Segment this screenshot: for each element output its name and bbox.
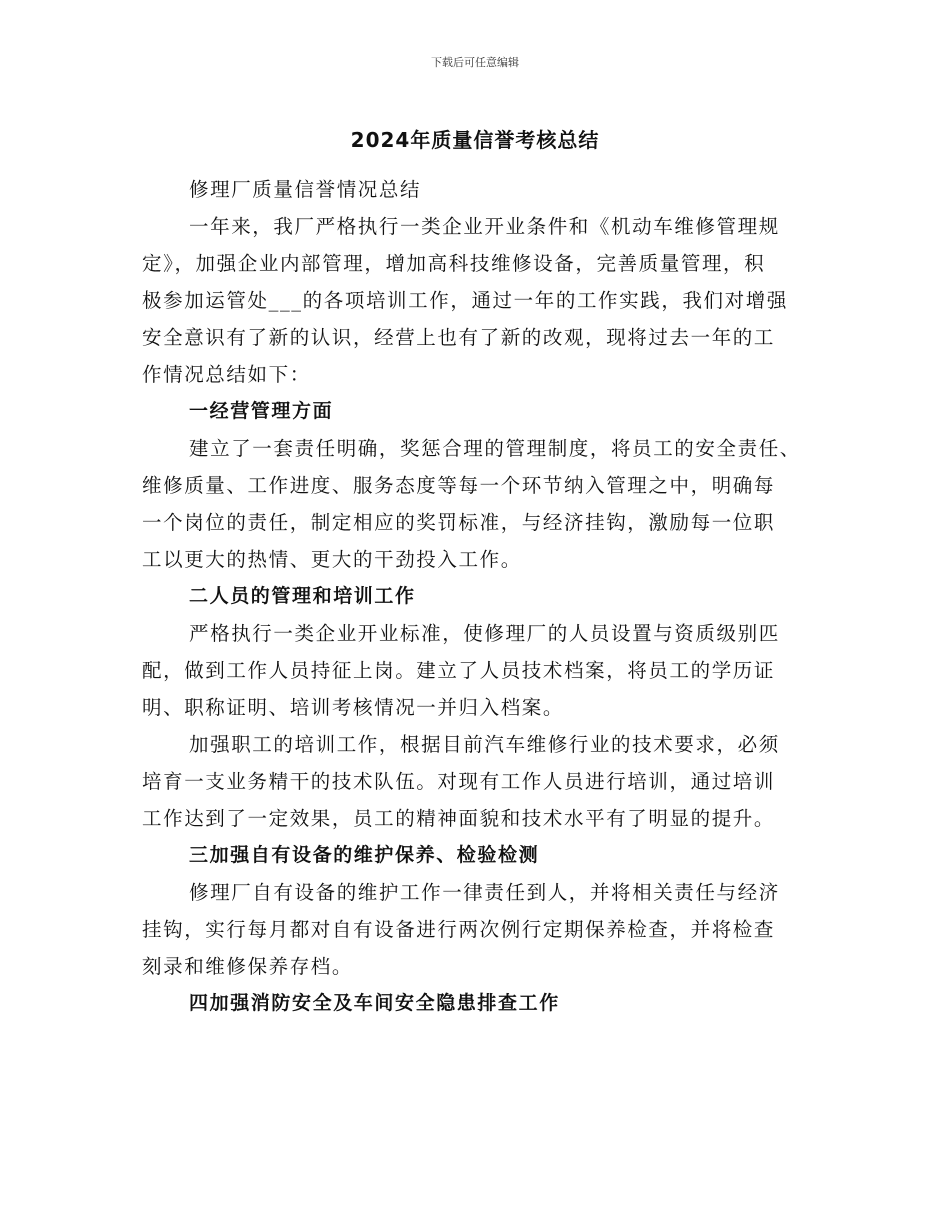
paragraph-line: 一个岗位的责任，制定相应的奖罚标准，与经济挂钩，激励每一位职 xyxy=(142,511,776,534)
document-body xyxy=(142,171,822,1022)
paragraph-line: 工以更大的热情、更大的干劲投入工作。 xyxy=(142,548,522,571)
paragraph-line: 建立了一套责任明确，奖惩合理的管理制度，将员工的安全责任、 xyxy=(189,437,801,460)
paragraph-line: 明、职称证明、培训考核情况一并归入档案。 xyxy=(142,696,565,719)
page-header: 下载后可任意编辑 xyxy=(431,56,519,69)
section-heading: 三加强自有设备的维护保养、检验检测 xyxy=(189,844,540,866)
paragraph-line: 挂钩，实行每月都对自有设备进行两次例行定期保养检查，并将检查 xyxy=(142,918,776,941)
paragraph-line: 一年来，我厂严格执行一类企业开业条件和《机动车维修管理规 xyxy=(189,215,780,238)
document-title: 2024年质量信誉考核总结 xyxy=(350,128,600,152)
section-heading: 一经营管理方面 xyxy=(189,400,334,422)
paragraph-line: 定》，加强企业内部管理，增加高科技维修设备，完善质量管理，积 xyxy=(142,252,766,275)
paragraph-line: 培育一支业务精干的技术队伍。对现有工作人员进行培训，通过培训 xyxy=(142,770,776,793)
paragraph-line: 安全意识有了新的认识，经营上也有了新的改观，现将过去一年的工 xyxy=(142,326,776,349)
paragraph-line: 修理厂自有设备的维护工作一律责任到人，并将相关责任与经济 xyxy=(189,881,780,904)
paragraph-line: 刻录和维修保养存档。 xyxy=(142,955,354,978)
paragraph-line: 修理厂质量信誉情况总结 xyxy=(189,178,422,201)
section-heading: 二人员的管理和培训工作 xyxy=(189,585,416,607)
paragraph-line: 作情况总结如下： xyxy=(142,363,311,386)
paragraph-line: 维修质量、工作进度、服务态度等每一个环节纳入管理之中，明确每 xyxy=(142,474,776,497)
paragraph-line: 严格执行一类企业开业标准，使修理厂的人员设置与资质级别匹 xyxy=(189,622,780,645)
section-heading: 四加强消防安全及车间安全隐患排查工作 xyxy=(189,992,560,1014)
paragraph-line: 配，做到工作人员持征上岗。建立了人员技术档案，将员工的学历证 xyxy=(142,659,776,682)
paragraph-line: 加强职工的培训工作，根据目前汽车维修行业的技术要求，必须 xyxy=(189,733,780,756)
paragraph-line: 极参加运管处___的各项培训工作，通过一年的工作实践，我们对增强 xyxy=(142,289,788,312)
paragraph-line: 工作达到了一定效果，员工的精神面貌和技术水平有了明显的提升。 xyxy=(142,807,776,830)
